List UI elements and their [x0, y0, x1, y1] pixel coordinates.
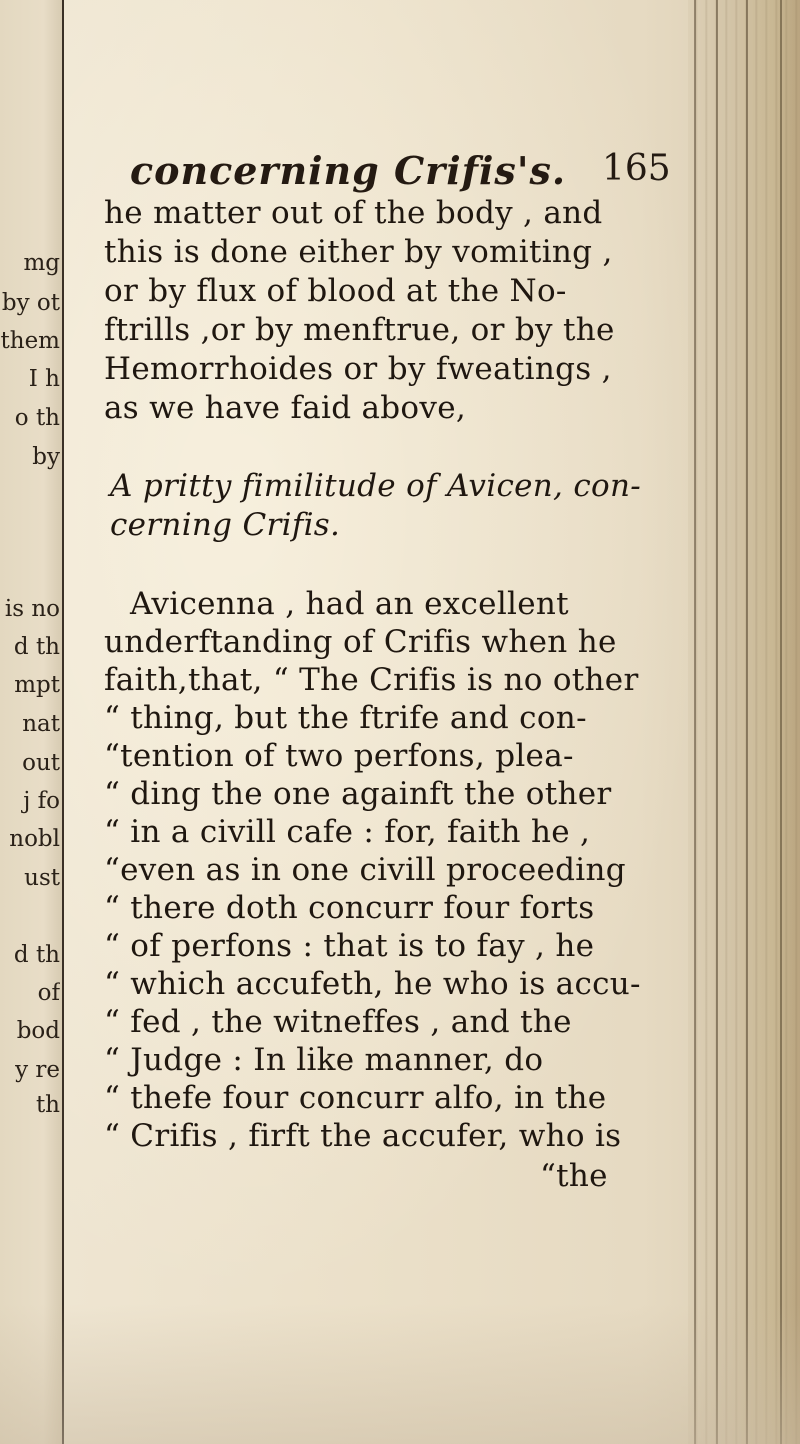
- facing-page-fragment: y re: [15, 1057, 60, 1083]
- facing-page-fragment: o th: [14, 405, 60, 431]
- text-line: “ there doth concurr four forts: [104, 890, 595, 926]
- facing-page-fragment: mpt: [14, 672, 60, 698]
- text-line: “tention of two perfons, plea-: [104, 738, 574, 774]
- facing-page-fragment: th: [35, 1092, 60, 1118]
- text-line: “ thefe four concurr alfo, in the: [104, 1080, 607, 1116]
- text-line: “ fed , the witneffes , and the: [104, 1004, 572, 1040]
- page-bottom-margin: [0, 1304, 800, 1444]
- facing-page-fragment: of: [37, 980, 60, 1006]
- section-heading-line: A pritty fimilitude of Avicen, con-: [110, 468, 641, 504]
- facing-page-fragment: out: [22, 750, 60, 776]
- text-line: “ Judge : In like manner, do: [104, 1042, 544, 1078]
- running-head-title: concerning Crifis's.: [130, 148, 567, 193]
- page-number: 165: [602, 148, 671, 189]
- facing-page-fragment: them: [0, 328, 60, 354]
- page-edges: [688, 0, 800, 1444]
- facing-page-fragment: by ot: [1, 290, 60, 316]
- text-line: “ ding the one againft the other: [104, 776, 612, 812]
- facing-page-fragment: I h: [28, 366, 60, 392]
- text-line: “ in a civill cafe : for, faith he ,: [104, 814, 591, 850]
- page-edge-line: [694, 0, 696, 1444]
- text-line: or by flux of blood at the No-: [104, 273, 567, 309]
- text-line: underftanding of Crifis when he: [104, 624, 617, 660]
- facing-page-fragment: by: [32, 444, 60, 470]
- catchword: “the: [540, 1158, 608, 1194]
- text-line: “ thing, but the ftrife and con-: [104, 700, 587, 736]
- text-line: Hemorrhoides or by fweatings ,: [104, 351, 612, 387]
- page-edge-line: [746, 0, 748, 1444]
- text-line: he matter out of the body , and: [104, 195, 603, 231]
- text-line: faith,that, “ The Crifis is no other: [104, 662, 639, 698]
- facing-page-fragment: nobl: [9, 826, 60, 852]
- facing-page-fragment: j fo: [23, 788, 60, 814]
- text-line: “ which accufeth, he who is accu-: [104, 966, 641, 1002]
- facing-page-fragment: bod: [16, 1018, 60, 1044]
- section-heading-line: cerning Crifis.: [110, 507, 341, 543]
- text-line: “even as in one civill proceeding: [104, 852, 626, 888]
- text-line: this is done either by vomiting ,: [104, 234, 613, 270]
- facing-page-fragment: nat: [22, 711, 60, 737]
- page-edge-line: [780, 0, 782, 1444]
- facing-page-strip: [0, 0, 64, 1444]
- text-line: “ of perfons : that is to fay , he: [104, 928, 595, 964]
- facing-page-fragment: ust: [24, 865, 60, 891]
- text-line: Avicenna , had an excellent: [130, 586, 569, 622]
- page-edge-line: [716, 0, 718, 1444]
- text-line: as we have faid above,: [104, 390, 467, 426]
- text-line: “ Crifis , firft the accufer, who is: [104, 1118, 622, 1154]
- facing-page-fragment: d th: [13, 942, 60, 968]
- facing-page-fragment: d th: [13, 634, 60, 660]
- facing-page-fragment: mg: [23, 250, 60, 276]
- text-line: ftrills ,or by menftrue, or by the: [104, 312, 615, 348]
- facing-page-fragment: is no: [4, 596, 60, 622]
